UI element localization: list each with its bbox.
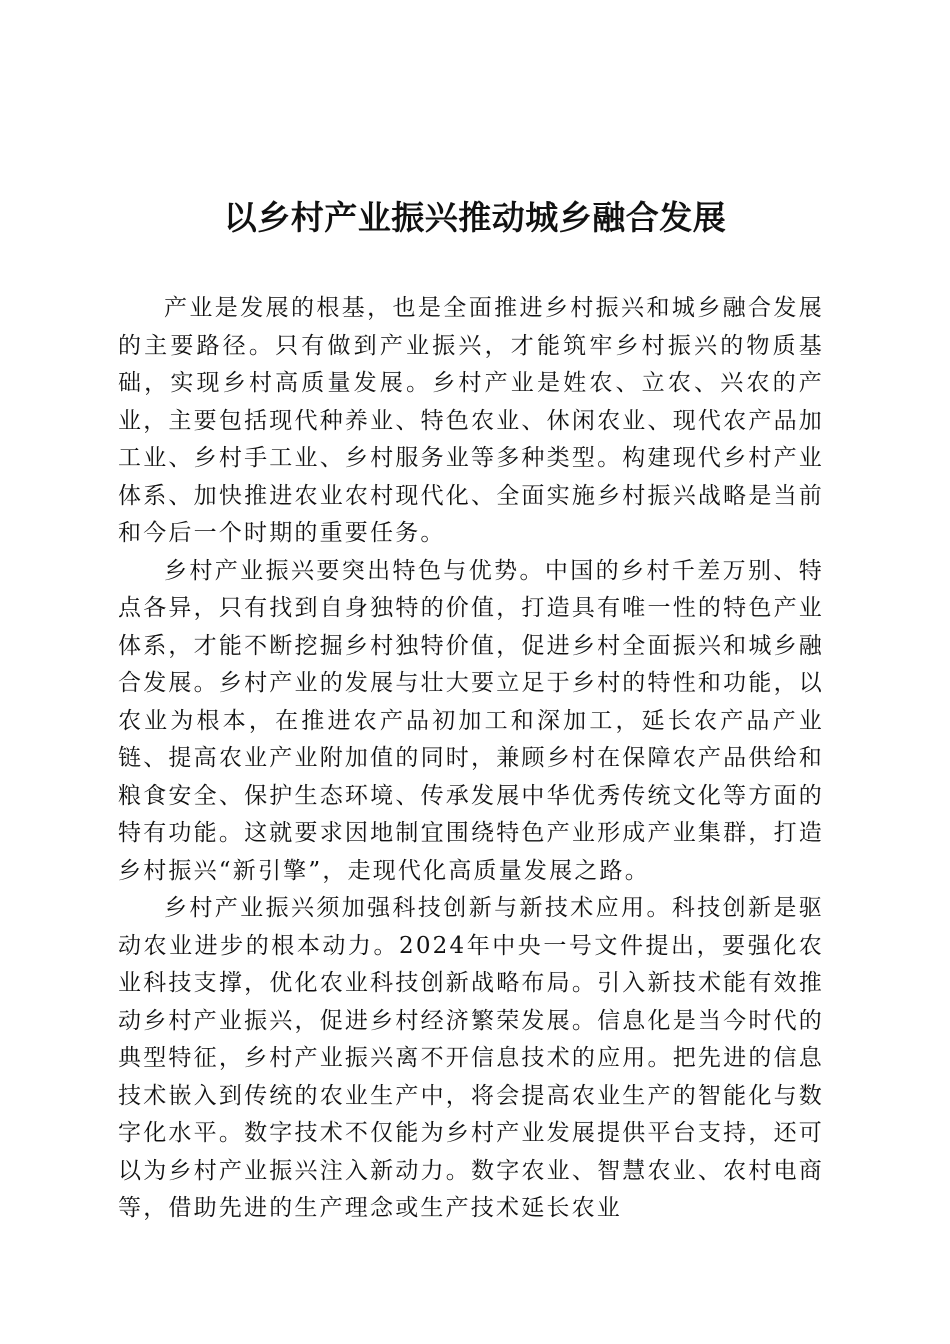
document-title: 以乡村产业振兴推动城乡融合发展: [223, 198, 727, 237]
paragraph-1: 产业是发展的根基，也是全面推进乡村振兴和城乡融合发展的主要路径。只有做到产业振兴，才能筑牢乡村振兴的物质基础，实现乡村高质量发展。乡村产业是姓农、立农、兴农的产业，主要包括现代种养业、特色农业、休闲农业、现代农产品加工业、乡村手工业、乡村服务业等多种类型。构建现代乡村产业体系、加快推进农业农村现代化、全面实施乡村振兴战略是当前和今后一个时期的重要任务。: [118, 295, 824, 546]
document-body: [118, 290, 824, 1228]
paragraph-2: 乡村产业振兴要突出特色与优势。中国的乡村千差万别、特点各异，只有找到自身独特的价值，打造具有唯一性的特色产业体系，才能不断挖掘乡村独特价值，促进乡村全面振兴和城乡融合发展。乡村产业的发展与壮大要立足于乡村的特性和功能，以农业为根本，在推进农产品初加工和深加工，延长农产品产业链、提高农业产业附加值的同时，兼顾乡村在保障农产品供给和粮食安全、保护生态环境、传承发展中华优秀传统文化等方面的特有功能。这就要求因地制宜围绕特色产业形成产业集群，打造乡村振兴“新引擎”，走现代化高质量发展之路。: [118, 557, 824, 884]
paragraph-3: 乡村产业振兴须加强科技创新与新技术应用。科技创新是驱动农业进步的根本动力。2024年中央一号文件提出，要强化农业科技支撑，优化农业科技创新战略布局。引入新技术能有效推动乡村产业振兴，促进乡村经济繁荣发展。信息化是当今时代的典型特征，乡村产业振兴离不开信息技术的应用。把先进的信息技术嵌入到传统的农业生产中，将会提高农业生产的智能化与数字化水平。数字技术不仅能为乡村产业发展提供平台支持，还可以为乡村产业振兴注入新动力。数字农业、智慧农业、农村电商等，借助先进的生产理念或生产技术延长农业: [118, 895, 824, 1221]
